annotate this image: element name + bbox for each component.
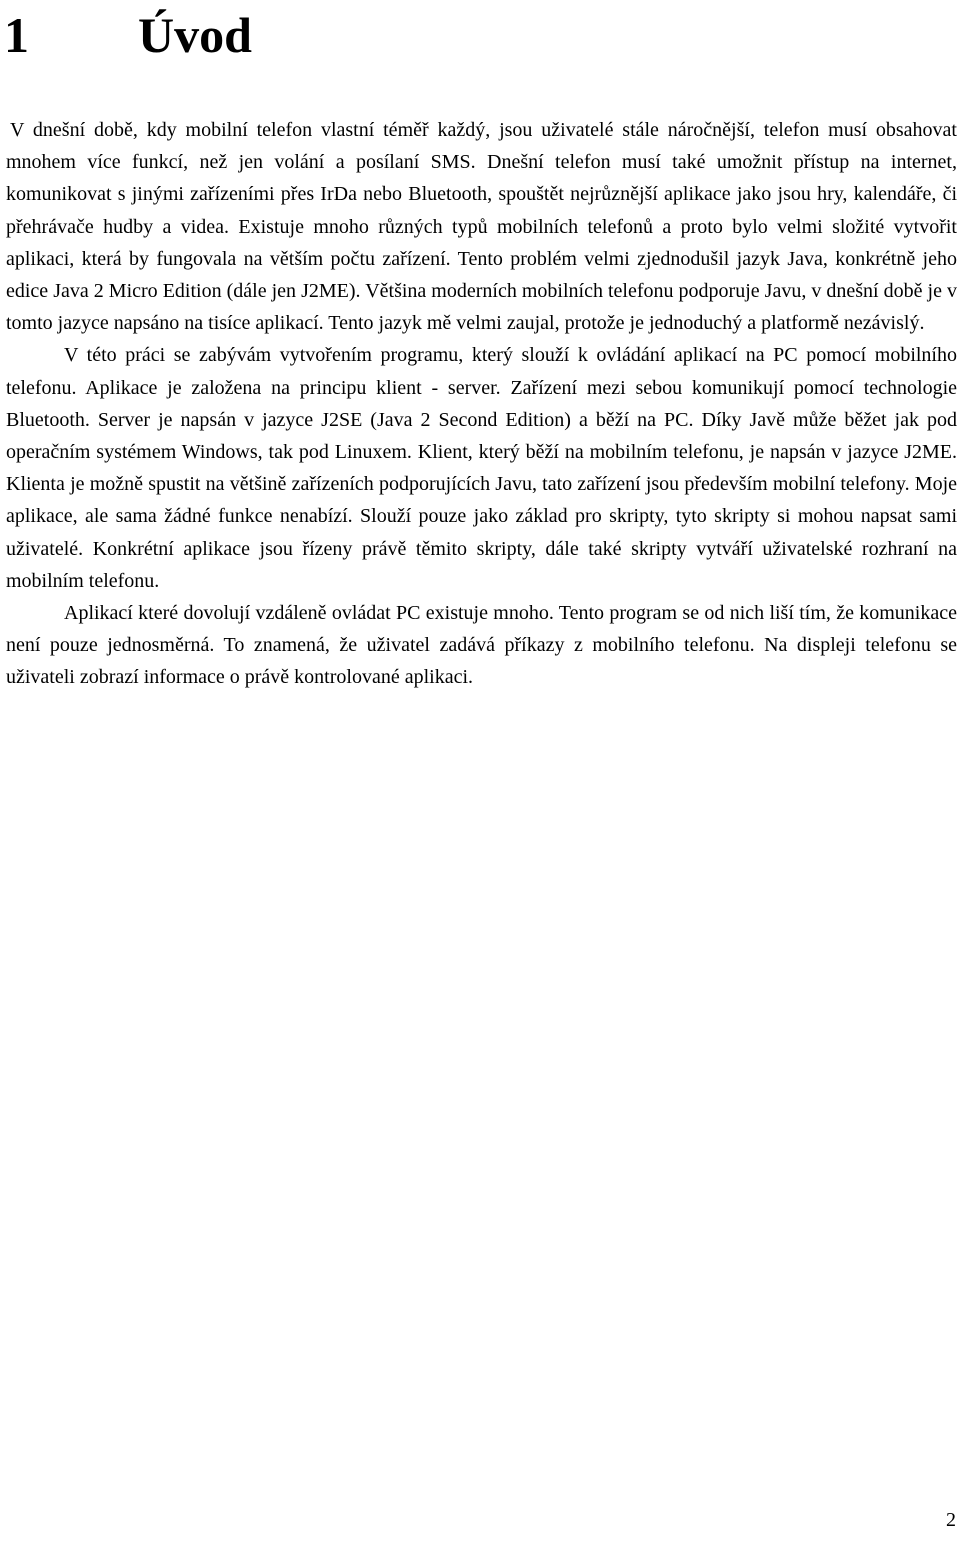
chapter-heading (4, 6, 252, 64)
paragraph-1: V dnešní době, kdy mobilní telefon vlastní téměř každý, jsou uživatelé stále náročnější, telefon musí obsahovat mnohem více funkcí, než jen volání a posílaní SMS. Dnešní telefon musí také umožnit přístup na internet, komunikovat s jinými zařízeními přes IrDa nebo Bluetooth, spouštět nejrůznější aplikace jako jsou hry, kalendáře, či přehrávače hudby a videa. Existuje mnoho různých typů mobilních telefonů a proto bylo velmi složité vytvořit aplikaci, která by fungovala na větším počtu zařízení. Tento problém velmi zjednodušil jazyk Java, konkrétně jeho edice Java 2 Micro Edition (dále jen J2ME). Většina moderních mobilních telefonu podporuje Javu, v dnešní době je v tomto jazyce napsáno na tisíce aplikací. Tento jazyk mě velmi zaujal, protože je jednoduchý a platformě nezávislý. (6, 119, 957, 335)
paragraph-2: V této práci se zabývám vytvořením programu, který slouží k ovládání aplikací na PC pomocí mobilního telefonu. Aplikace je založena na principu klient - server. Zařízení mezi sebou komunikují pomocí technologie Bluetooth. Server je napsán v jazyce J2SE (Java 2 Second Edition) a běží na PC. Díky Javě může běžet jak pod operačním systémem Windows, tak pod Linuxem. Klient, který běží na mobilním telefonu, je napsán v jazyce J2ME. Klienta je možně spustit na většině zařízeních podporujících Javu, tato zařízení jsou především mobilní telefony. Moje aplikace, ale sama žádné funkce nenabízí. Slouží pouze jako základ pro skripty, tyto skripty si mohou napsat sami uživatelé. Konkrétní aplikace jsou řízeny právě těmito skripty, dále také skripty vytváří uživatelské rozhraní na mobilním telefonu. (6, 344, 957, 592)
page-number: 2 (946, 1509, 956, 1531)
chapter-title: Úvod (138, 7, 252, 63)
chapter-number: 1 (4, 7, 29, 63)
paragraph-3: Aplikací které dovolují vzdáleně ovládat PC existuje mnoho. Tento program se od nich liší tím, že komunikace není pouze jednosměrná. To znamená, že uživatel zadává příkazy z mobilního telefonu. Na displeji telefonu se uživateli zobrazí informace o právě kontrolované aplikaci. (6, 602, 957, 689)
chapter-body (6, 114, 957, 694)
